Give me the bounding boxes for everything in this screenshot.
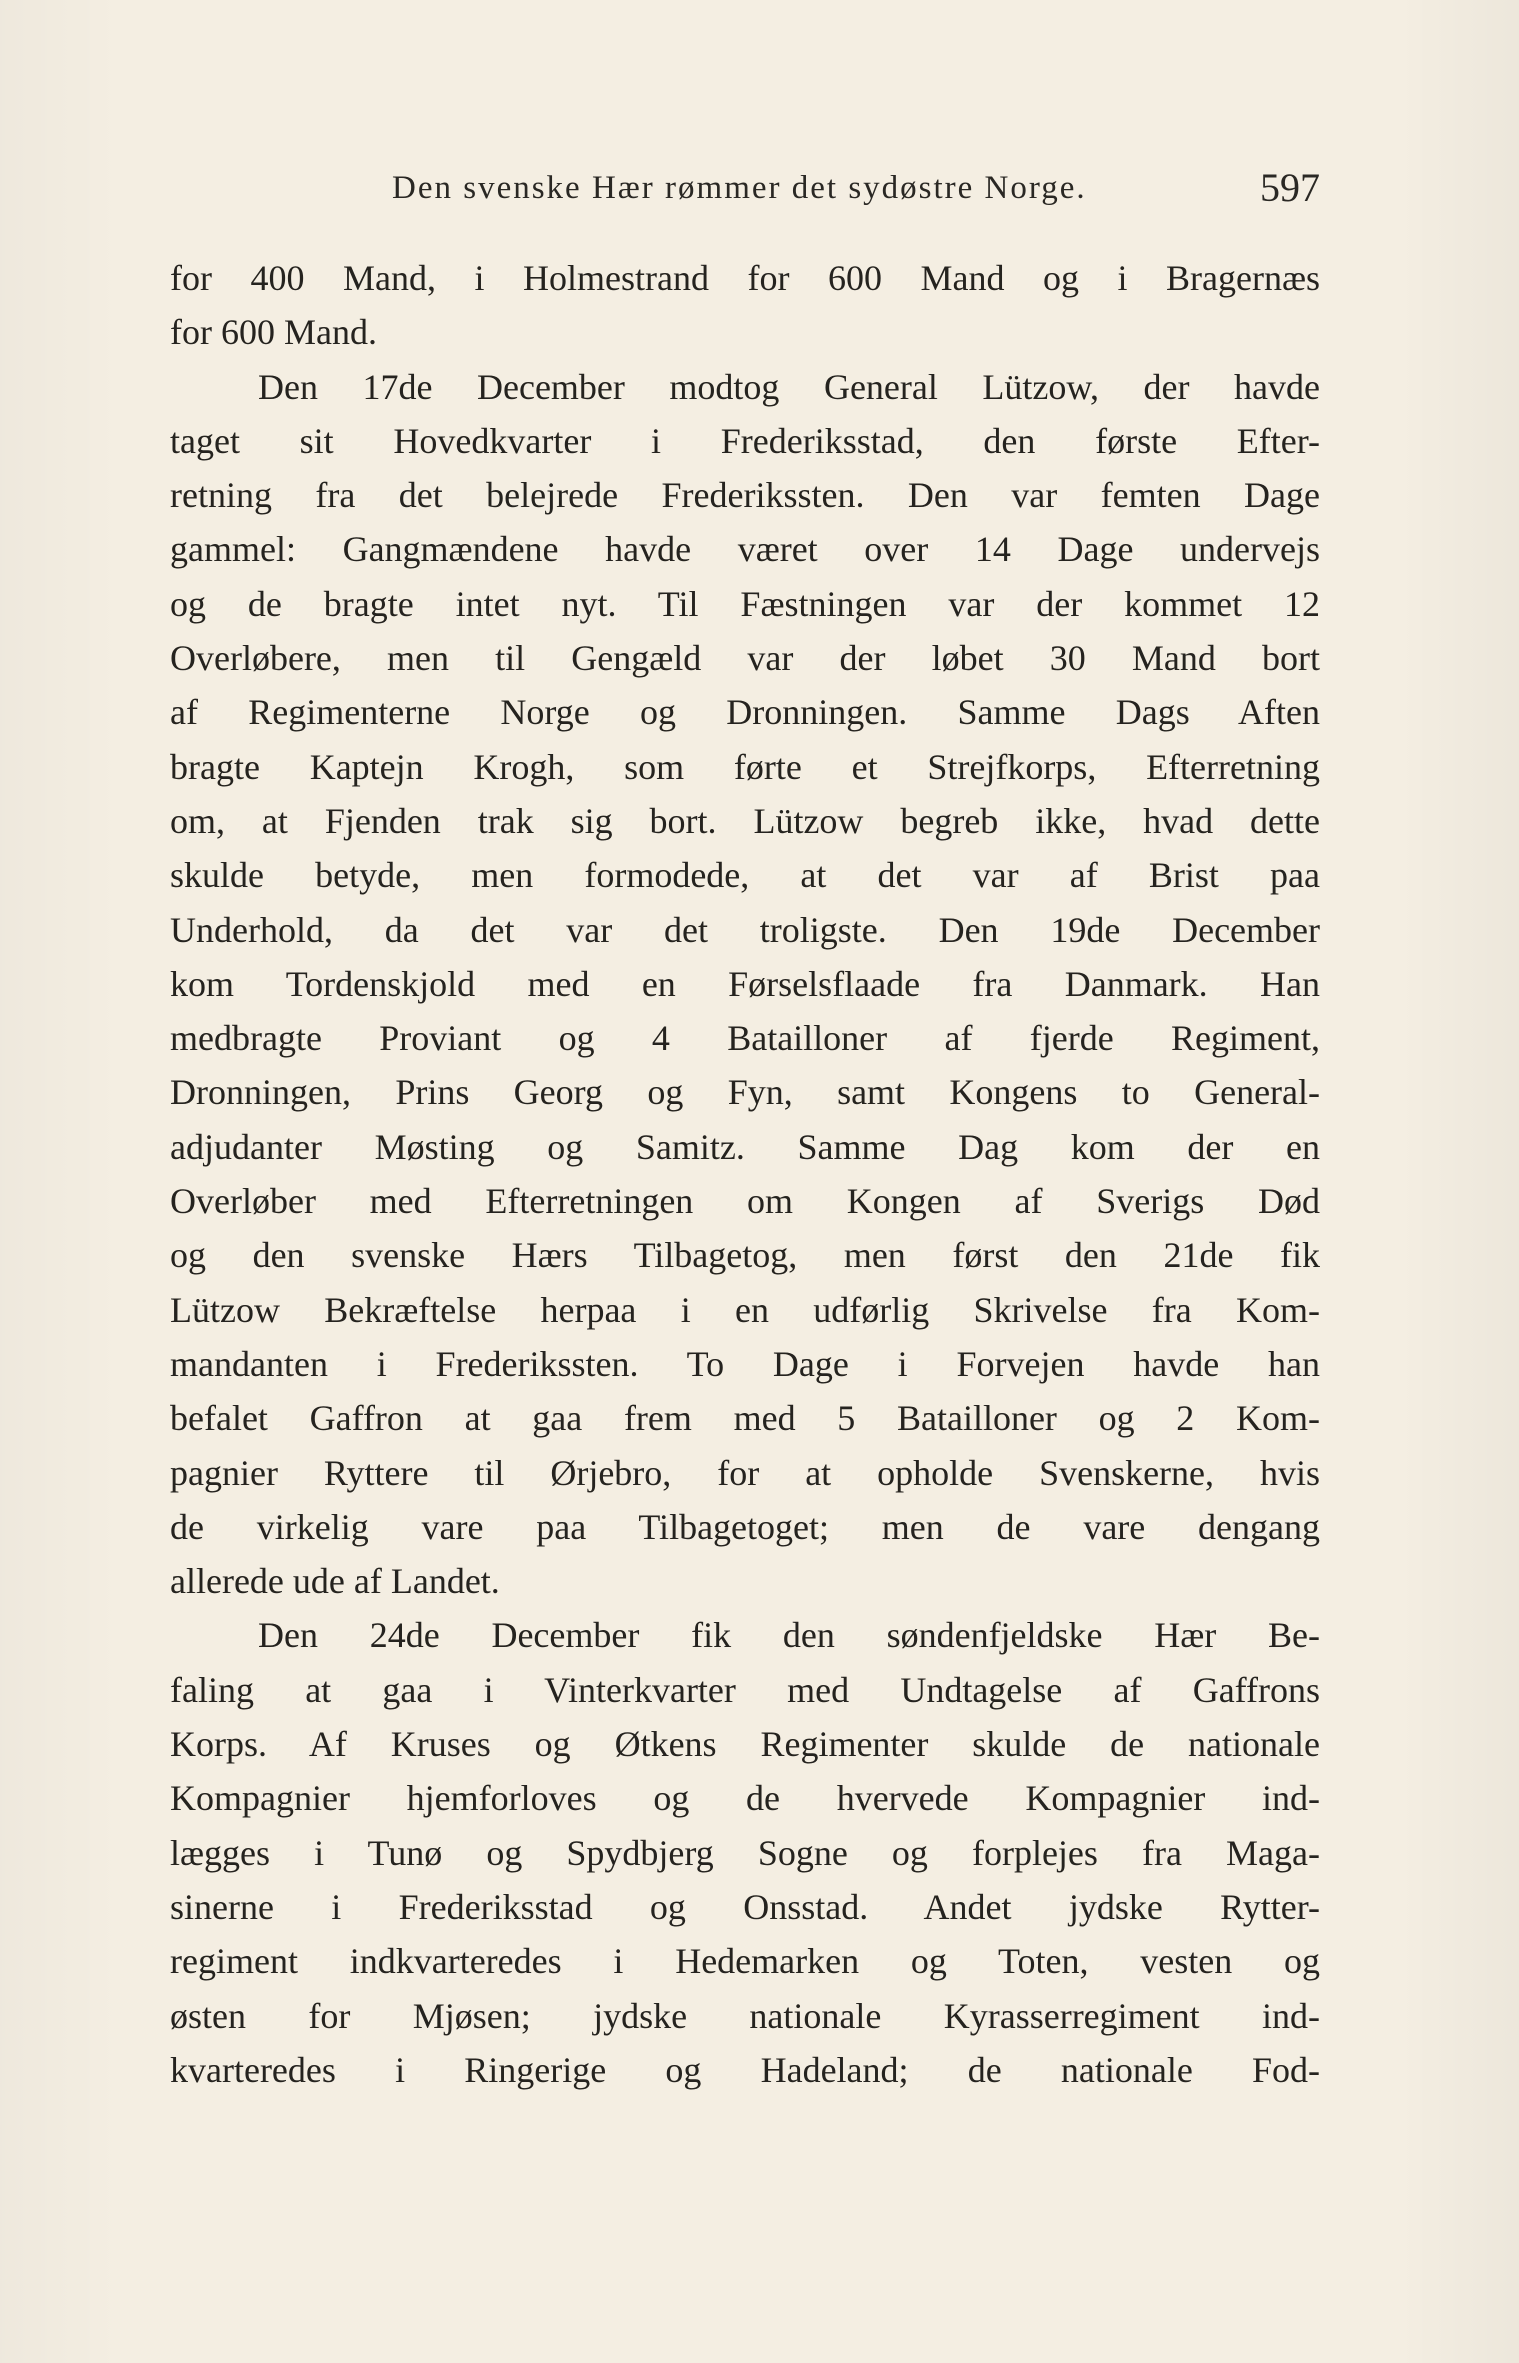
text-line: befalet Gaffron at gaa frem med 5 Batailloner og 2 Kom- xyxy=(170,1398,1320,1439)
text-line: allerede ude af Landet. xyxy=(170,1561,500,1602)
text-line: Dronningen, Prins Georg og Fyn, samt Kongens to General- xyxy=(170,1072,1320,1113)
text-line: kom Tordenskjold med en Førselsflaade fra Danmark. Han xyxy=(170,963,1320,1004)
text-line: adjudanter Møsting og Samitz. Samme Dag kom der en xyxy=(170,1126,1320,1167)
text-line: Overløbere, men til Gengæld var der løbet 30 Mand bort xyxy=(170,638,1320,679)
text-line: Lützow Bekræftelse herpaa i en udførlig Skrivelse fra Kom- xyxy=(170,1289,1320,1330)
body-text xyxy=(170,251,1320,2097)
text-line: sinerne i Frederiksstad og Onsstad. Andet jydske Rytter- xyxy=(170,1886,1320,1927)
text-line: bragte Kaptejn Krogh, som førte et Strejfkorps, Efterretning xyxy=(170,746,1320,787)
text-line: Den 24de December fik den søndenfjeldske Hær Be- xyxy=(258,1615,1320,1656)
text-line: mandanten i Frederikssten. To Dage i Forvejen havde han xyxy=(170,1343,1320,1384)
text-line: regiment indkvarteredes i Hedemarken og Toten, vesten og xyxy=(170,1941,1320,1982)
text-line: faling at gaa i Vinterkvarter med Undtagelse af Gaffrons xyxy=(170,1669,1320,1710)
text-line: Overløber med Efterretningen om Kongen af Sverigs Død xyxy=(170,1181,1320,1222)
text-line: Underhold, da det var det troligste. Den 19de December xyxy=(170,909,1320,950)
page-number: 597 xyxy=(1260,165,1320,210)
text-line: af Regimenterne Norge og Dronningen. Samme Dags Aften xyxy=(170,692,1320,733)
text-line: Den 17de December modtog General Lützow, der havde xyxy=(258,366,1320,407)
text-line: pagnier Ryttere til Ørjebro, for at opholde Svenskerne, hvis xyxy=(170,1452,1320,1493)
text-line: østen for Mjøsen; jydske nationale Kyrasserregiment ind- xyxy=(170,1995,1320,2036)
text-line: skulde betyde, men formodede, at det var af Brist paa xyxy=(170,855,1320,896)
text-line: for 600 Mand. xyxy=(170,312,377,353)
text-line: medbragte Proviant og 4 Batailloner af fjerde Regiment, xyxy=(170,1018,1320,1059)
text-line: gammel: Gangmændene havde været over 14 Dage undervejs xyxy=(170,529,1320,570)
text-line: de virkelig vare paa Tilbagetoget; men de vare dengang xyxy=(170,1506,1320,1547)
text-line: kvarteredes i Ringerige og Hadeland; de nationale Fod- xyxy=(170,2049,1320,2090)
text-line: om, at Fjenden trak sig bort. Lützow begreb ikke, hvad dette xyxy=(170,800,1320,841)
text-line: Korps. Af Kruses og Øtkens Regimenter skulde de nationale xyxy=(170,1724,1320,1765)
text-line: og den svenske Hærs Tilbagetog, men først den 21de fik xyxy=(170,1235,1320,1276)
text-line: og de bragte intet nyt. Til Fæstningen var der kommet 12 xyxy=(170,583,1320,624)
text-line: lægges i Tunø og Spydbjerg Sogne og forplejes fra Maga- xyxy=(170,1832,1320,1873)
running-title: Den svenske Hær rømmer det sydøstre Norge. xyxy=(392,170,1087,206)
running-head xyxy=(170,160,1320,220)
text-line: taget sit Hovedkvarter i Frederiksstad, den første Efter- xyxy=(170,420,1320,461)
text-line: for 400 Mand, i Holmestrand for 600 Mand og i Bragernæs xyxy=(170,258,1320,298)
text-line: retning fra det belejrede Frederikssten. Den var femten Dage xyxy=(170,475,1320,516)
text-line: Kompagnier hjemforloves og de hvervede Kompagnier ind- xyxy=(170,1778,1320,1819)
